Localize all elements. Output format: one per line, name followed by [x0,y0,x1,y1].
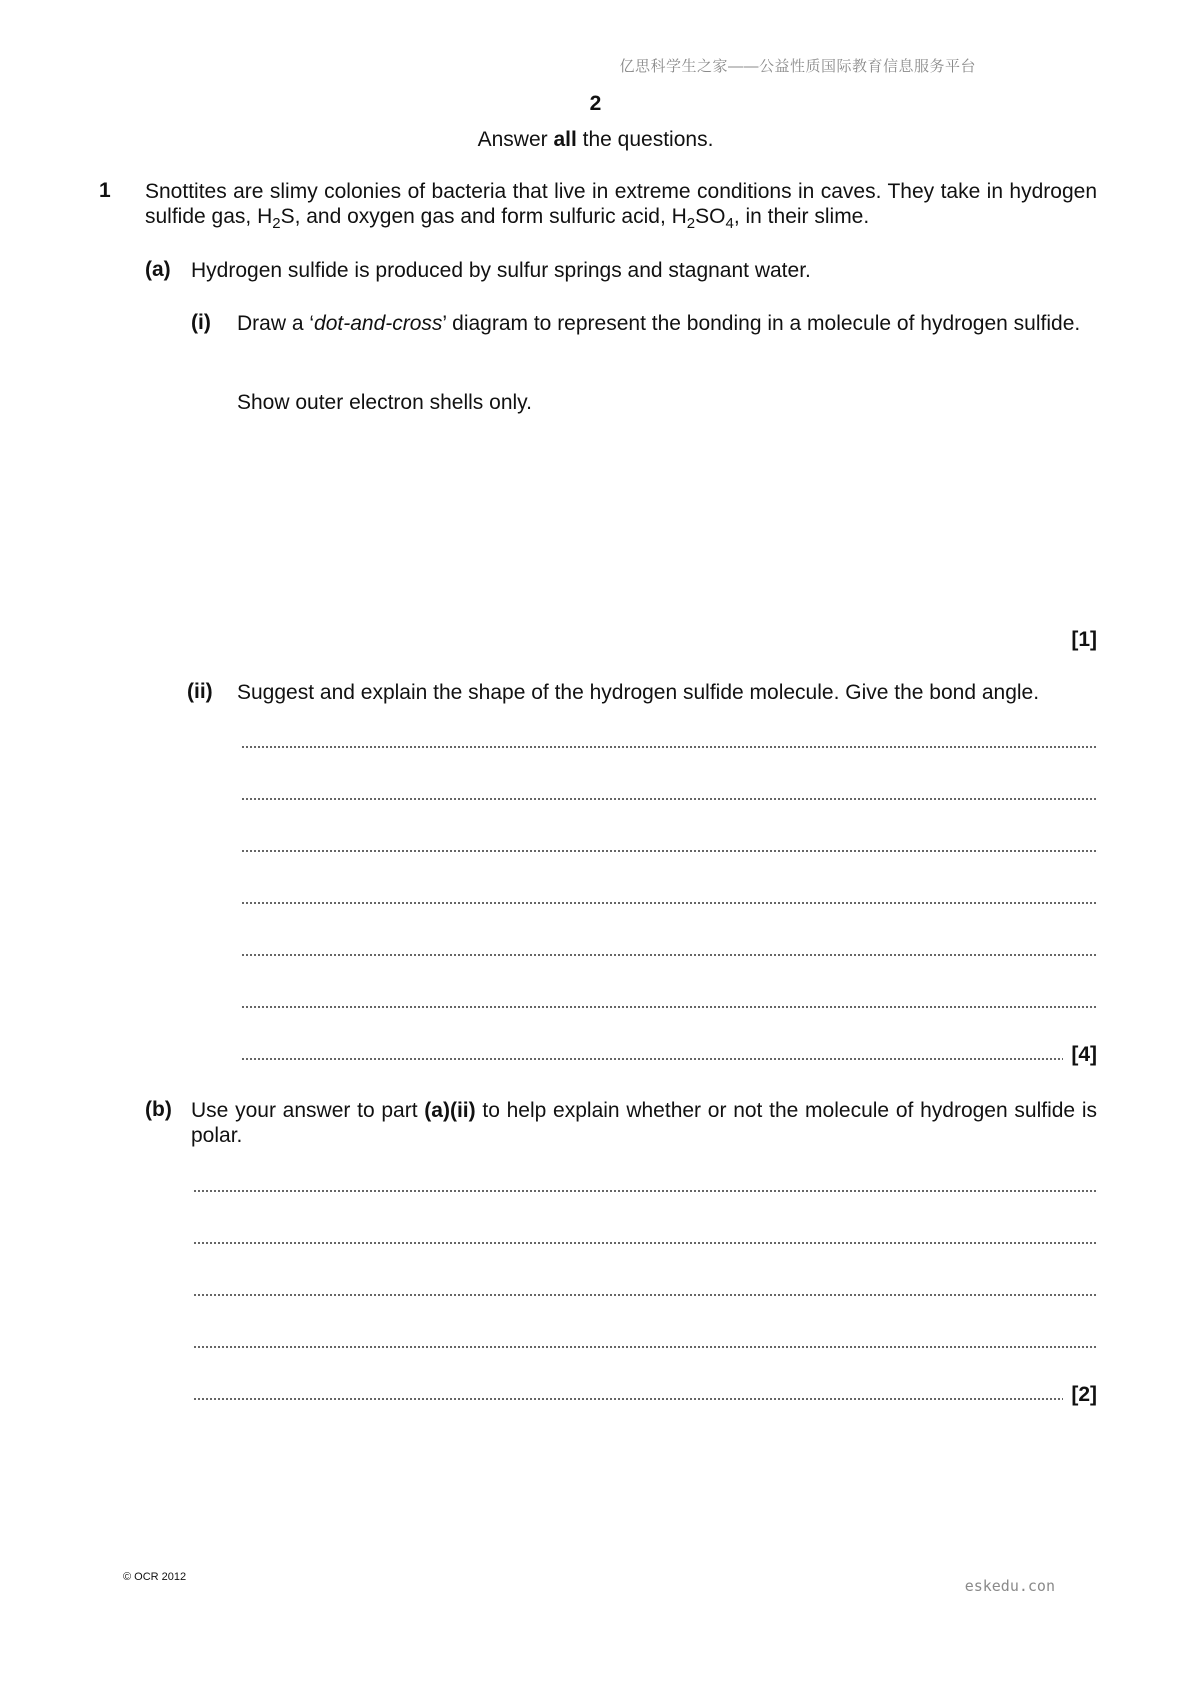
answer-line[interactable] [193,1294,1097,1296]
answer-line[interactable] [193,1346,1097,1348]
part-a-i-label: (i) [191,311,211,334]
copyright: © OCR 2012 [123,1571,187,1583]
instruction-pre: Answer [477,128,554,151]
answer-line[interactable] [241,798,1097,800]
part-b-text-pre: Use your answer to part [191,1099,425,1122]
stem-part-3: SO [695,205,726,228]
answer-line[interactable] [241,1006,1097,1008]
part-a-ii-text: Suggest and explain the shape of the hydrogen sulfide molecule. Give the bond angle. [237,681,1040,704]
part-a-label: (a) [145,258,171,281]
answer-line[interactable] [193,1190,1097,1192]
part-a-ii-marks: [4] [1071,1043,1097,1066]
part-a-i-instruction: Show outer electron shells only. [237,391,532,414]
instruction-bold: all [553,128,577,151]
part-b-marks: [2] [1071,1383,1097,1406]
part-b-text [191,1098,1097,1148]
page-number: 2 [589,92,602,115]
answer-line[interactable] [193,1398,1063,1400]
stem-sub-1: 2 [272,215,281,232]
part-b-text-bold: (a)(ii) [424,1099,476,1122]
header-watermark: 亿思科学生之家——公益性质国际教育信息服务平台 [619,58,976,75]
part-b-label: (b) [145,1098,172,1121]
answer-line[interactable] [241,850,1097,852]
answer-line[interactable] [241,902,1097,904]
stem-sub-3: 4 [725,215,734,232]
stem-part-2: S, and oxygen gas and form sulfuric acid, H [280,205,687,228]
part-a-text: Hydrogen sulfide is produced by sulfur springs and stagnant water. [191,259,811,282]
footer-watermark: eskedu.con [964,1577,1055,1595]
instruction [0,128,1191,152]
question-number: 1 [99,179,111,202]
part-a-i-marks: [1] [1071,628,1097,651]
answer-line[interactable] [241,746,1097,748]
stem-part-4: , in their slime. [733,205,870,228]
part-a-i-text-post: ’ diagram to represent the bonding in a molecule of hydrogen sulfide. [442,312,1081,335]
question-stem [145,179,1097,232]
stem-sub-2: 2 [686,215,696,232]
part-a-i-text-pre: Draw a ‘ [237,312,315,335]
answer-line[interactable] [193,1242,1097,1244]
part-a-i-text [237,311,1097,336]
part-a-ii-label: (ii) [187,680,213,703]
part-b-text-post: to help explain whether or not the molecule of hydrogen sulfide is polar. [191,1099,1098,1147]
instruction-post: the questions. [576,128,714,151]
answer-line[interactable] [241,954,1097,956]
answer-line[interactable] [241,1058,1063,1060]
diagram-answer-area[interactable] [237,420,1097,620]
part-a-i-text-italic: dot-and-cross [314,312,443,335]
stem-part-1: Snottites are slimy colonies of bacteria that live in extreme conditions in caves. They take in hydrogen sulfide gas, H [145,180,1097,228]
